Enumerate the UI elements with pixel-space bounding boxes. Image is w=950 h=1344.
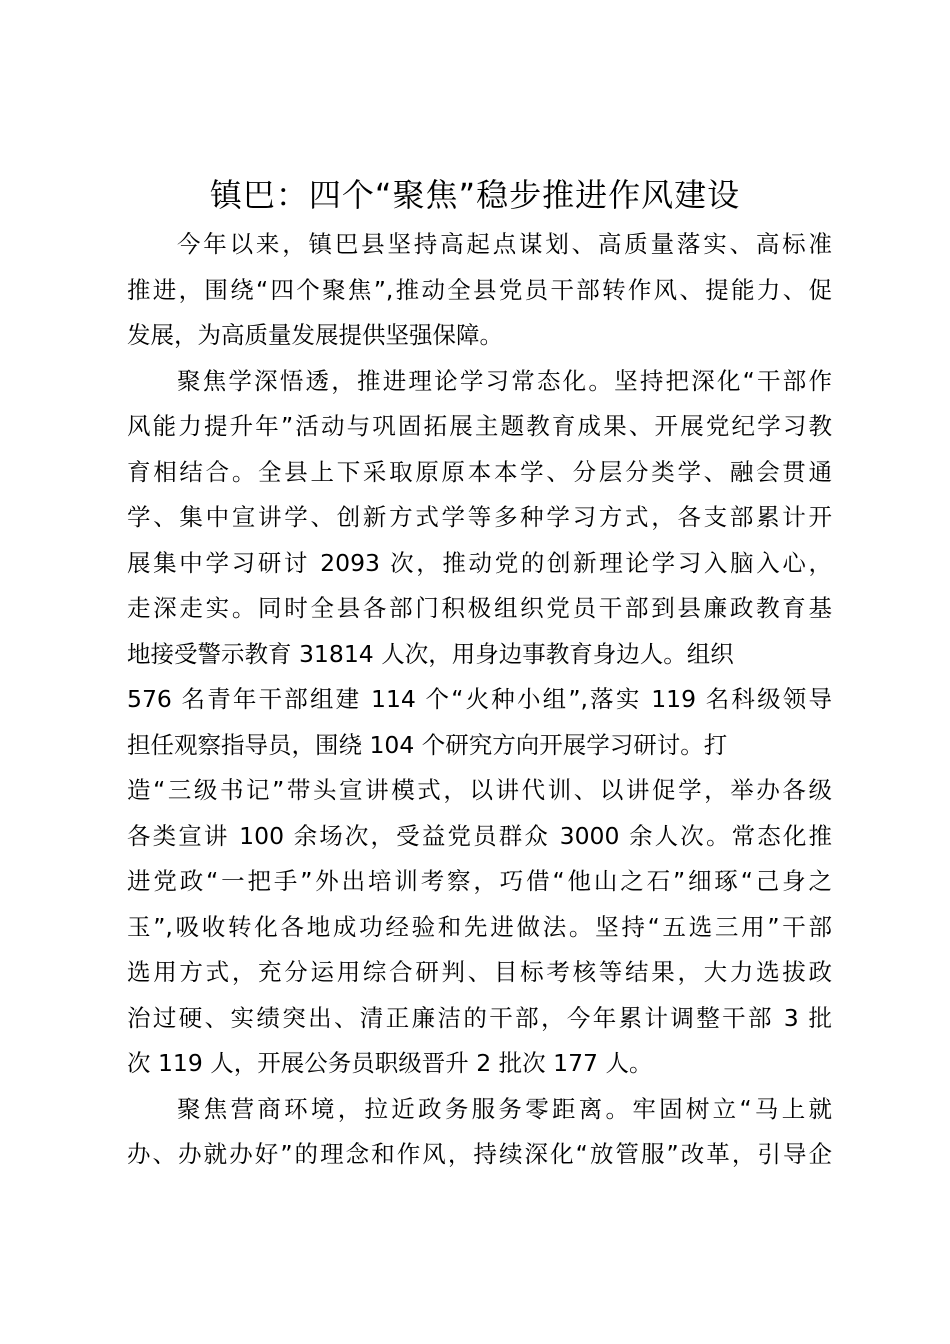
- paragraph-study: [127, 359, 832, 1087]
- paragraph-line: 走深走实。同时全县各部门积极组织党员干部到县廉政教育基: [127, 594, 832, 622]
- paragraph-line: 展集中学习研讨 2093 次，推动党的创新理论学习入脑入心，: [127, 548, 832, 577]
- paragraph-line: 风能力提升年”活动与巩固拓展主题教育成果、开展党纪学习教: [127, 412, 832, 440]
- paragraph-line: 办、办就办好”的理念和作风，持续深化“放管服”改革，引导企: [127, 1140, 832, 1168]
- paragraph-line: 选用方式，充分运用综合研判、目标考核等结果，大力选拔政: [127, 958, 832, 986]
- paragraph-line: 担任观察指导员，围绕 104 个研究方向开展学习研讨。打: [127, 730, 728, 759]
- paragraph-line: 各类宣讲 100 余场次，受益党员群众 3000 余人次。常态化推: [127, 821, 832, 850]
- paragraph-line: 聚焦营商环境，拉近政务服务零距离。牢固树立“马上就: [177, 1094, 832, 1123]
- paragraph-line: 地接受警示教育 31814 人次，用身边事教育身边人。组织: [127, 639, 734, 668]
- document-body: [127, 222, 832, 1178]
- paragraph-intro: [127, 222, 832, 359]
- paragraph-line: 推进，围绕“四个聚焦”,推动全县党员干部转作风、提能力、促: [127, 275, 832, 304]
- paragraph-line: 学、集中宣讲学、创新方式学等多种学习方式，各支部累计开: [127, 503, 832, 531]
- paragraph-line: 今年以来，镇巴县坚持高起点谋划、高质量落实、高标准: [177, 230, 832, 258]
- paragraph-line: 次 119 人，开展公务员职级晋升 2 批次 177 人。: [127, 1049, 653, 1077]
- paragraph-line: 发展，为高质量发展提供坚强保障。: [127, 321, 503, 349]
- paragraph-line: 治过硬、实绩突出、清正廉洁的干部，今年累计调整干部 3 批: [127, 1003, 832, 1032]
- paragraph-line: 聚焦学深悟透，推进理论学习常态化。坚持把深化“干部作: [177, 366, 832, 395]
- paragraph-line: 576 名青年干部组建 114 个“火种小组”,落实 119 名科级领导: [127, 685, 832, 713]
- paragraph-business-environment: [127, 1087, 832, 1178]
- paragraph-line: 育相结合。全县上下采取原原本本学、分层分类学、融会贯通: [127, 457, 832, 486]
- paragraph-line: 造“三级书记”带头宣讲模式，以讲代训、以讲促学，举办各级: [127, 776, 832, 804]
- paragraph-line: 进党政“一把手”外出培训考察，巧借“他山之石”细琢“己身之: [127, 867, 832, 895]
- paragraph-line: 玉”,吸收转化各地成功经验和先进做法。坚持“五选三用”干部: [127, 912, 832, 941]
- document-title: 镇巴：四个“聚焦”稳步推进作风建设: [209, 176, 741, 214]
